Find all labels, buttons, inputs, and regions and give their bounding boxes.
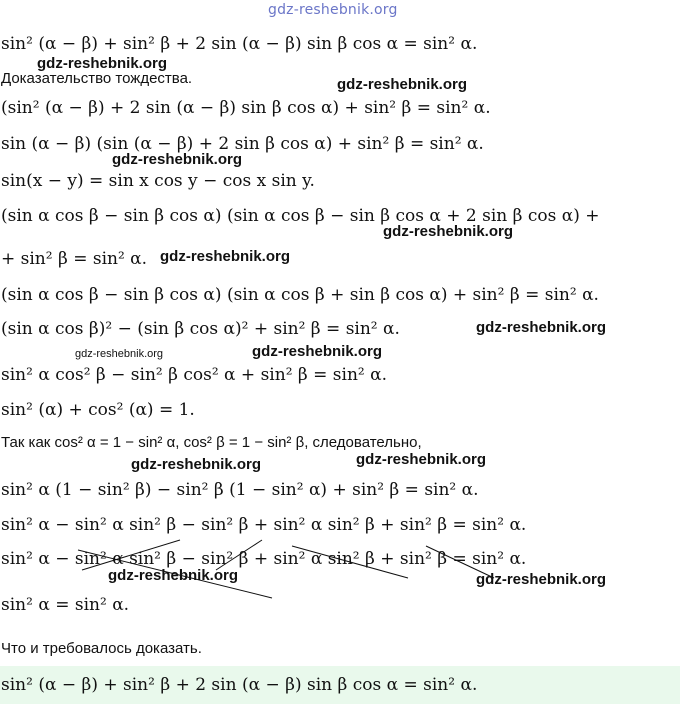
watermark: gdz-reshebnik.org	[356, 451, 487, 468]
watermark: gdz-reshebnik.org	[160, 248, 291, 265]
equation-line-11: sin² α − sin² α sin² β − sin² β + sin² α sin² β + sin² β = sin² α.	[1, 515, 527, 535]
proof-label: Доказательство тождества.	[1, 70, 193, 87]
conclusion-text: Что и требовалось доказать.	[1, 640, 202, 657]
watermark: gdz-reshebnik.org	[112, 151, 243, 168]
equation-line-12-cancelled: sin² α − sin² α sin² β − sin² β + sin² α sin² β + sin² β = sin² α.	[1, 549, 527, 569]
equation-line-4: (sin α cos β − sin β cos α) (sin α cos β − sin β cos α + 2 sin β cos α) +	[1, 206, 600, 226]
equation-line-6: (sin α cos β − sin β cos α) (sin α cos β + sin β cos α) + sin² β = sin² α.	[1, 285, 599, 305]
equation-line-13: sin² α = sin² α.	[1, 595, 130, 615]
final-answer-box	[0, 666, 680, 704]
watermark: gdz-reshebnik.org	[383, 223, 514, 240]
watermark-top: gdz-reshebnik.org	[268, 2, 398, 18]
equation-line-7: (sin α cos β)² − (sin β cos α)² + sin² β = sin² α.	[1, 319, 400, 339]
equation-line-9: sin² (α) + cos² (α) = 1.	[1, 400, 195, 420]
equation-line-10: sin² α (1 − sin² β) − sin² β (1 − sin² α) + sin² β = sin² α.	[1, 480, 479, 500]
equation-line-3: sin(x − y) = sin x cos y − cos x sin y.	[1, 171, 315, 191]
watermark: gdz-reshebnik.org	[108, 567, 239, 584]
watermark-small: gdz-reshebnik.org	[75, 348, 164, 360]
equation-line-8: sin² α cos² β − sin² β cos² α + sin² β = sin² α.	[1, 365, 388, 385]
equation-line-1: (sin² (α − β) + 2 sin (α − β) sin β cos α) + sin² β = sin² α.	[1, 98, 491, 118]
equation-statement: sin² (α − β) + sin² β + 2 sin (α − β) sin β cos α = sin² α.	[1, 34, 478, 54]
since-text: Так как cos² α = 1 − sin² α, cos² β = 1 − sin² β, следовательно,	[1, 434, 422, 451]
equation-line-2: sin (α − β) (sin (α − β) + 2 sin β cos α) + sin² β = sin² α.	[1, 134, 484, 154]
watermark: gdz-reshebnik.org	[476, 319, 607, 336]
final-answer: sin² (α − β) + sin² β + 2 sin (α − β) sin β cos α = sin² α.	[1, 675, 478, 695]
watermark: gdz-reshebnik.org	[131, 456, 262, 473]
watermark: gdz-reshebnik.org	[476, 571, 607, 588]
equation-line-5: + sin² β = sin² α.	[1, 249, 148, 269]
watermark: gdz-reshebnik.org	[252, 343, 383, 360]
watermark: gdz-reshebnik.org	[37, 55, 168, 72]
watermark: gdz-reshebnik.org	[337, 76, 468, 93]
